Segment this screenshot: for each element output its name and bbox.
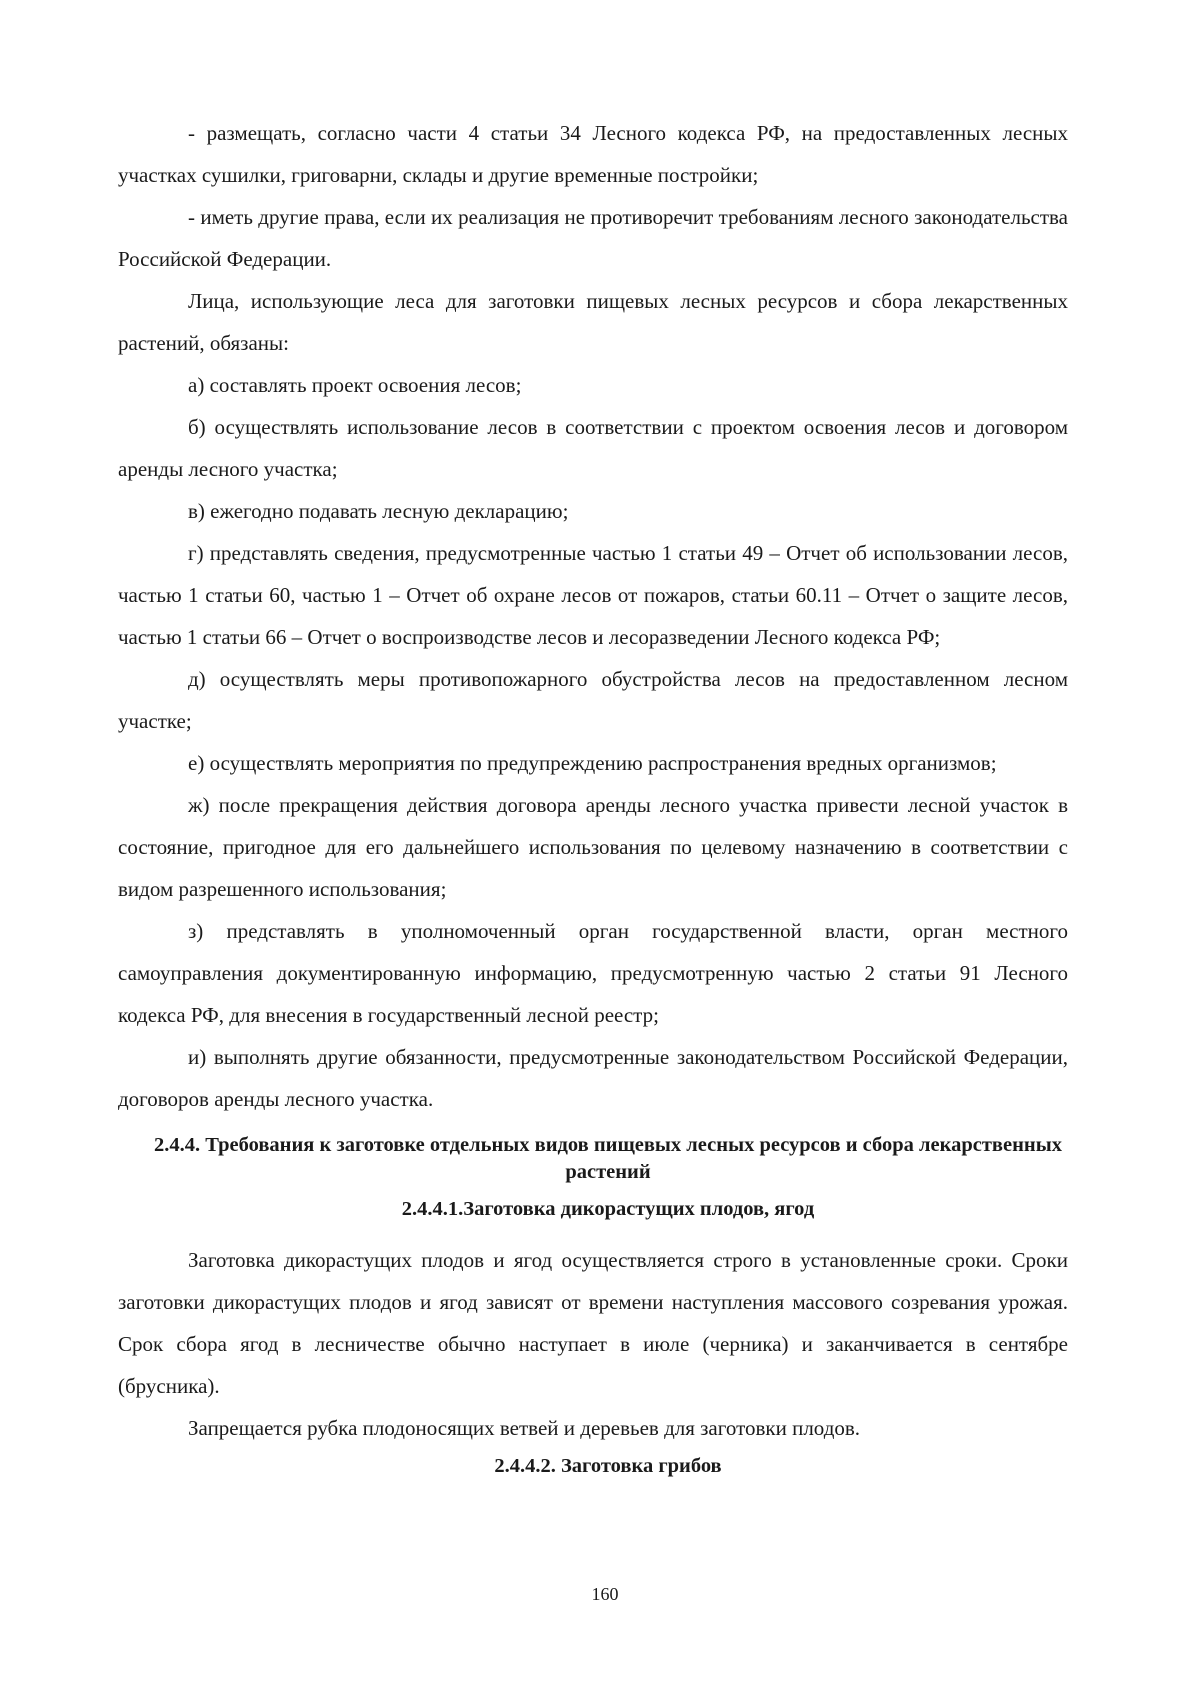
list-item-v: в) ежегодно подавать лесную декларацию; — [188, 499, 569, 523]
paragraph-cutting-ban: Запрещается рубка плодоносящих ветвей и деревьев для заготовки плодов. — [188, 1416, 861, 1440]
list-item-z: з) представлять в уполномоченный орган государственной власти, орган местного самоуправления документированную информацию, предусмотренную частью 2 статьи 91 Лесного кодекса РФ, для внесения в государственный лесной реестр; — [118, 919, 1068, 1027]
list-item-a: а) составлять проект освоения лесов; — [188, 373, 522, 397]
subsection-heading-mushrooms: 2.4.4.2. Заготовка грибов — [494, 1455, 722, 1477]
document-page — [118, 112, 1068, 1480]
list-item-b: б) осуществлять использование лесов в соответствии с проектом освоения лесов и договором аренды лесного участка; — [118, 415, 1068, 481]
fruits-section — [118, 1239, 1068, 1449]
paragraph-rights-other: - иметь другие права, если их реализация не противоречит требованиям лесного законодательства Российской Федерации. — [118, 205, 1068, 271]
list-item-i: и) выполнять другие обязанности, предусмотренные законодательством Российской Федерации, договоров аренды лесного участка. — [118, 1045, 1068, 1111]
paragraph-rights-placement: - размещать, согласно части 4 статьи 34 Лесного кодекса РФ, на предоставленных лесных участках сушилки, григоварни, склады и другие временные постройки; — [118, 121, 1068, 187]
list-item-zh: ж) после прекращения действия договора аренды лесного участка привести лесной участок в состояние, пригодное для его дальнейшего использования по целевому назначению в соответствии с видом разрешенного использования; — [118, 793, 1068, 901]
list-item-d: д) осуществлять меры противопожарного обустройства лесов на предоставленном лесном участке; — [118, 667, 1068, 733]
list-item-e: е) осуществлять мероприятия по предупреждению распространения вредных организмов; — [188, 751, 997, 775]
section-heading: 2.4.4. Требования к заготовке отдельных видов пищевых лесных ресурсов и сбора лекарственных растений — [154, 1134, 1062, 1183]
page-number: 160 — [591, 1584, 619, 1604]
obligations-section — [118, 112, 1068, 1120]
paragraph-obligations-intro: Лица, использующие леса для заготовки пищевых лесных ресурсов и сбора лекарственных растений, обязаны: — [118, 289, 1068, 355]
list-item-g: г) представлять сведения, предусмотренные частью 1 статьи 49 – Отчет об использовании лесов, частью 1 статьи 60, частью 1 – Отчет об охране лесов от пожаров, статьи 60.11 – Отчет о защите лесов, частью 1 статьи 66 – Отчет о воспроизводстве лесов и лесоразведении Лесного кодекса РФ; — [118, 541, 1068, 649]
subsection-heading-fruits: 2.4.4.1.Заготовка дикорастущих плодов, ягод — [401, 1198, 815, 1220]
paragraph-harvest-terms: Заготовка дикорастущих плодов и ягод осуществляется строго в установленные сроки. Сроки заготовки дикорастущих плодов и ягод зависят от времени наступления массового созревания урожая. Срок сбора ягод в лесничестве обычно наступает в июле (черника) и заканчивается в сентябре (брусника). — [118, 1248, 1068, 1398]
